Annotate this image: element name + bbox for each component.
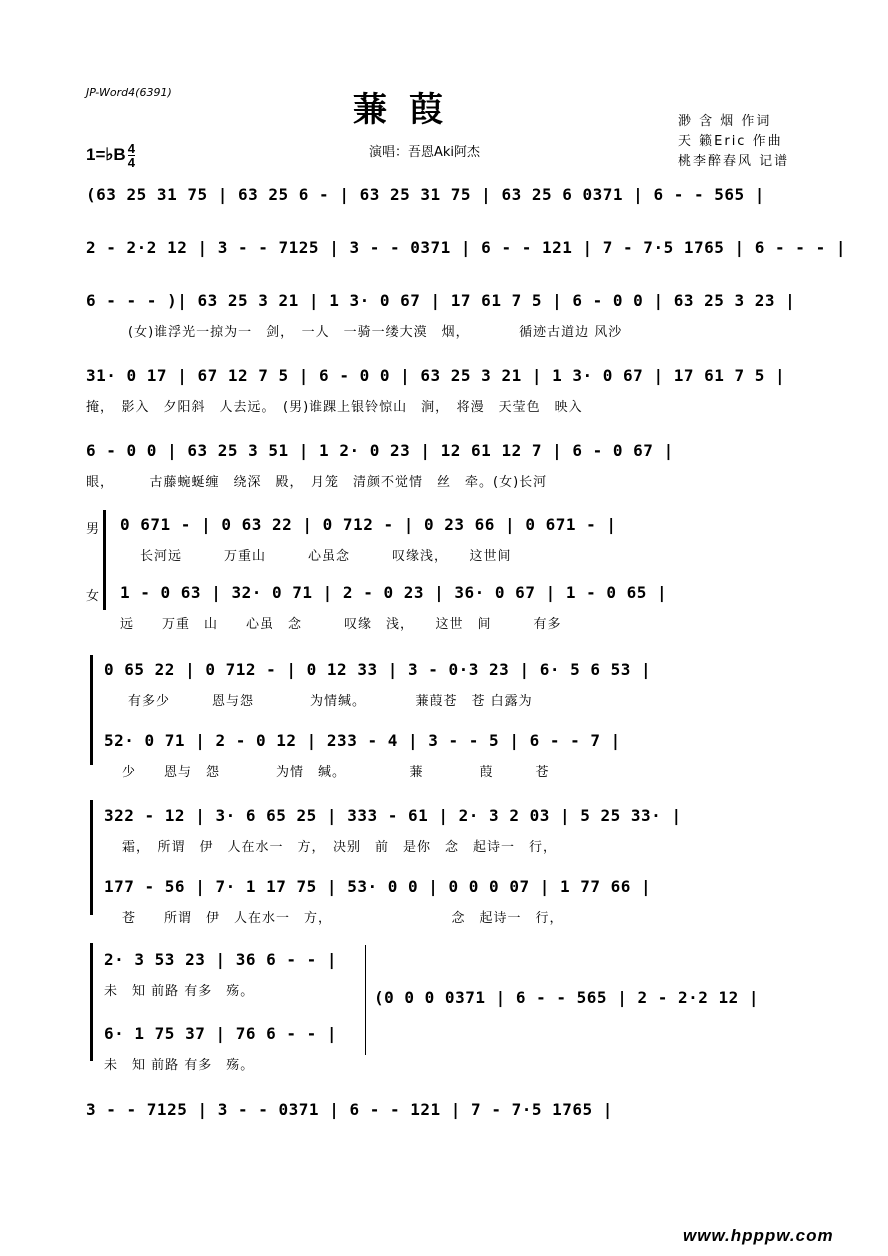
female-notation-4: 6· 1 75 37 | 76 6 - - | [104,1024,338,1043]
lyrics-line-3: (女)谁浮光一掠为一 剑， 一人 一骑一缕大漠 烟， 循迹古道边 风沙 [128,325,623,340]
website-watermark: www.hpppw.com [683,1226,834,1245]
singer-credit: 演唱：吾恩Aki阿杰 [369,145,481,160]
interlude-notation: (0 0 0 0371 | 6 - - 565 | 2 - 2·2 12 | [374,988,760,1007]
female-lyrics-3: 苍 所谓 伊 人在水一 方， 念 起诗一 行， [122,911,564,926]
female-part-label: 女 [86,589,100,604]
key-signature [86,142,135,169]
time-denominator: 4 [127,155,135,170]
composer-credit: 天 籁Eric 作曲 [678,134,783,149]
male-notation-4: 2· 3 53 23 | 36 6 - - | [104,950,338,969]
system-bracket-1 [103,510,106,610]
system-bracket-4 [90,943,93,1061]
score-code: JP-Word4(6391) [86,86,172,99]
lyrics-line-4: 掩， 影入 夕阳斜 人去远。 (男)谁踝上银铃惊山 涧， 将漫 天莹色 映入 [86,400,583,415]
lyrics-line-5: 眼， 古藤蜿蜒缠 绕深 殿， 月笼 清颜不觉情 丝 牵。(女)长河 [86,475,548,490]
notation-line-5: 6 - 0 0 | 63 25 3 51 | 1 2· 0 23 | 12 61 12 7 | 6 - 0 67 | [86,441,674,460]
lyricist-credit: 渺 含 烟 作词 [678,114,772,129]
female-notation-3: 177 - 56 | 7· 1 17 75 | 53· 0 0 | 0 0 0 07 | 1 77 66 | [104,877,652,896]
notation-line-4: 31· 0 17 | 67 12 7 5 | 6 - 0 0 | 63 25 3 21 | 1 3· 0 67 | 17 61 7 5 | [86,366,786,385]
time-numerator: 4 [127,141,135,156]
female-notation-1: 1 - 0 63 | 32· 0 71 | 2 - 0 23 | 36· 0 67 | 1 - 0 65 | [120,583,668,602]
song-title: 蒹葭 [353,90,465,130]
notation-line-final: 3 - - 7125 | 3 - - 0371 | 6 - - 121 | 7 - 7·5 1765 | [86,1100,613,1119]
female-lyrics-2: 少 恩与 怨 为情 缄。 蒹 葭 苍 [122,765,550,780]
male-lyrics-2: 有多少 恩与怨 为情缄。 蒹葭苍 苍 白露为 [128,694,533,709]
credits-block [678,112,789,172]
female-lyrics-4: 未 知 前路 有多 殇。 [104,1058,255,1073]
notation-line-2: 2 - 2·2 12 | 3 - - 7125 | 3 - - 0371 | 6 - - 121 | 7 - 7·5 1765 | 6 - - - | [86,238,846,257]
notation-line-3: 6 - - - )| 63 25 3 21 | 1 3· 0 67 | 17 61 7 5 | 6 - 0 0 | 63 25 3 23 | [86,291,796,310]
system-divider [365,945,366,1055]
time-signature [128,142,135,169]
male-notation-3: 322 - 12 | 3· 6 65 25 | 333 - 61 | 2· 3 2 03 | 5 25 33· | [104,806,682,825]
female-notation-2: 52· 0 71 | 2 - 0 12 | 233 - 4 | 3 - - 5 | 6 - - 7 | [104,731,621,750]
system-bracket-2 [90,655,93,765]
male-lyrics-4: 未 知 前路 有多 殇。 [104,984,255,999]
male-lyrics-3: 霜， 所谓 伊 人在水一 方， 决别 前 是你 念 起诗一 行， [122,840,558,855]
male-lyrics-1: 长河远 万重山 心虽念 叹缘浅， 这世间 [140,549,512,564]
notation-line-1: (63 25 31 75 | 63 25 6 - | 63 25 31 75 | 63 25 6 0371 | 6 - - 565 | [86,185,765,204]
male-notation-1: 0 671 - | 0 63 22 | 0 712 - | 0 23 66 | 0 671 - | [120,515,617,534]
system-bracket-3 [90,800,93,915]
male-part-label: 男 [86,522,100,537]
transcriber-credit: 桃李醉春风 记谱 [678,154,790,169]
key-label: 1=♭B [86,144,126,164]
male-notation-2: 0 65 22 | 0 712 - | 0 12 33 | 3 - 0·3 23 | 6· 5 6 53 | [104,660,652,679]
female-lyrics-1: 远 万重 山 心虽 念 叹缘 浅， 这世 间 有多 [120,617,562,632]
